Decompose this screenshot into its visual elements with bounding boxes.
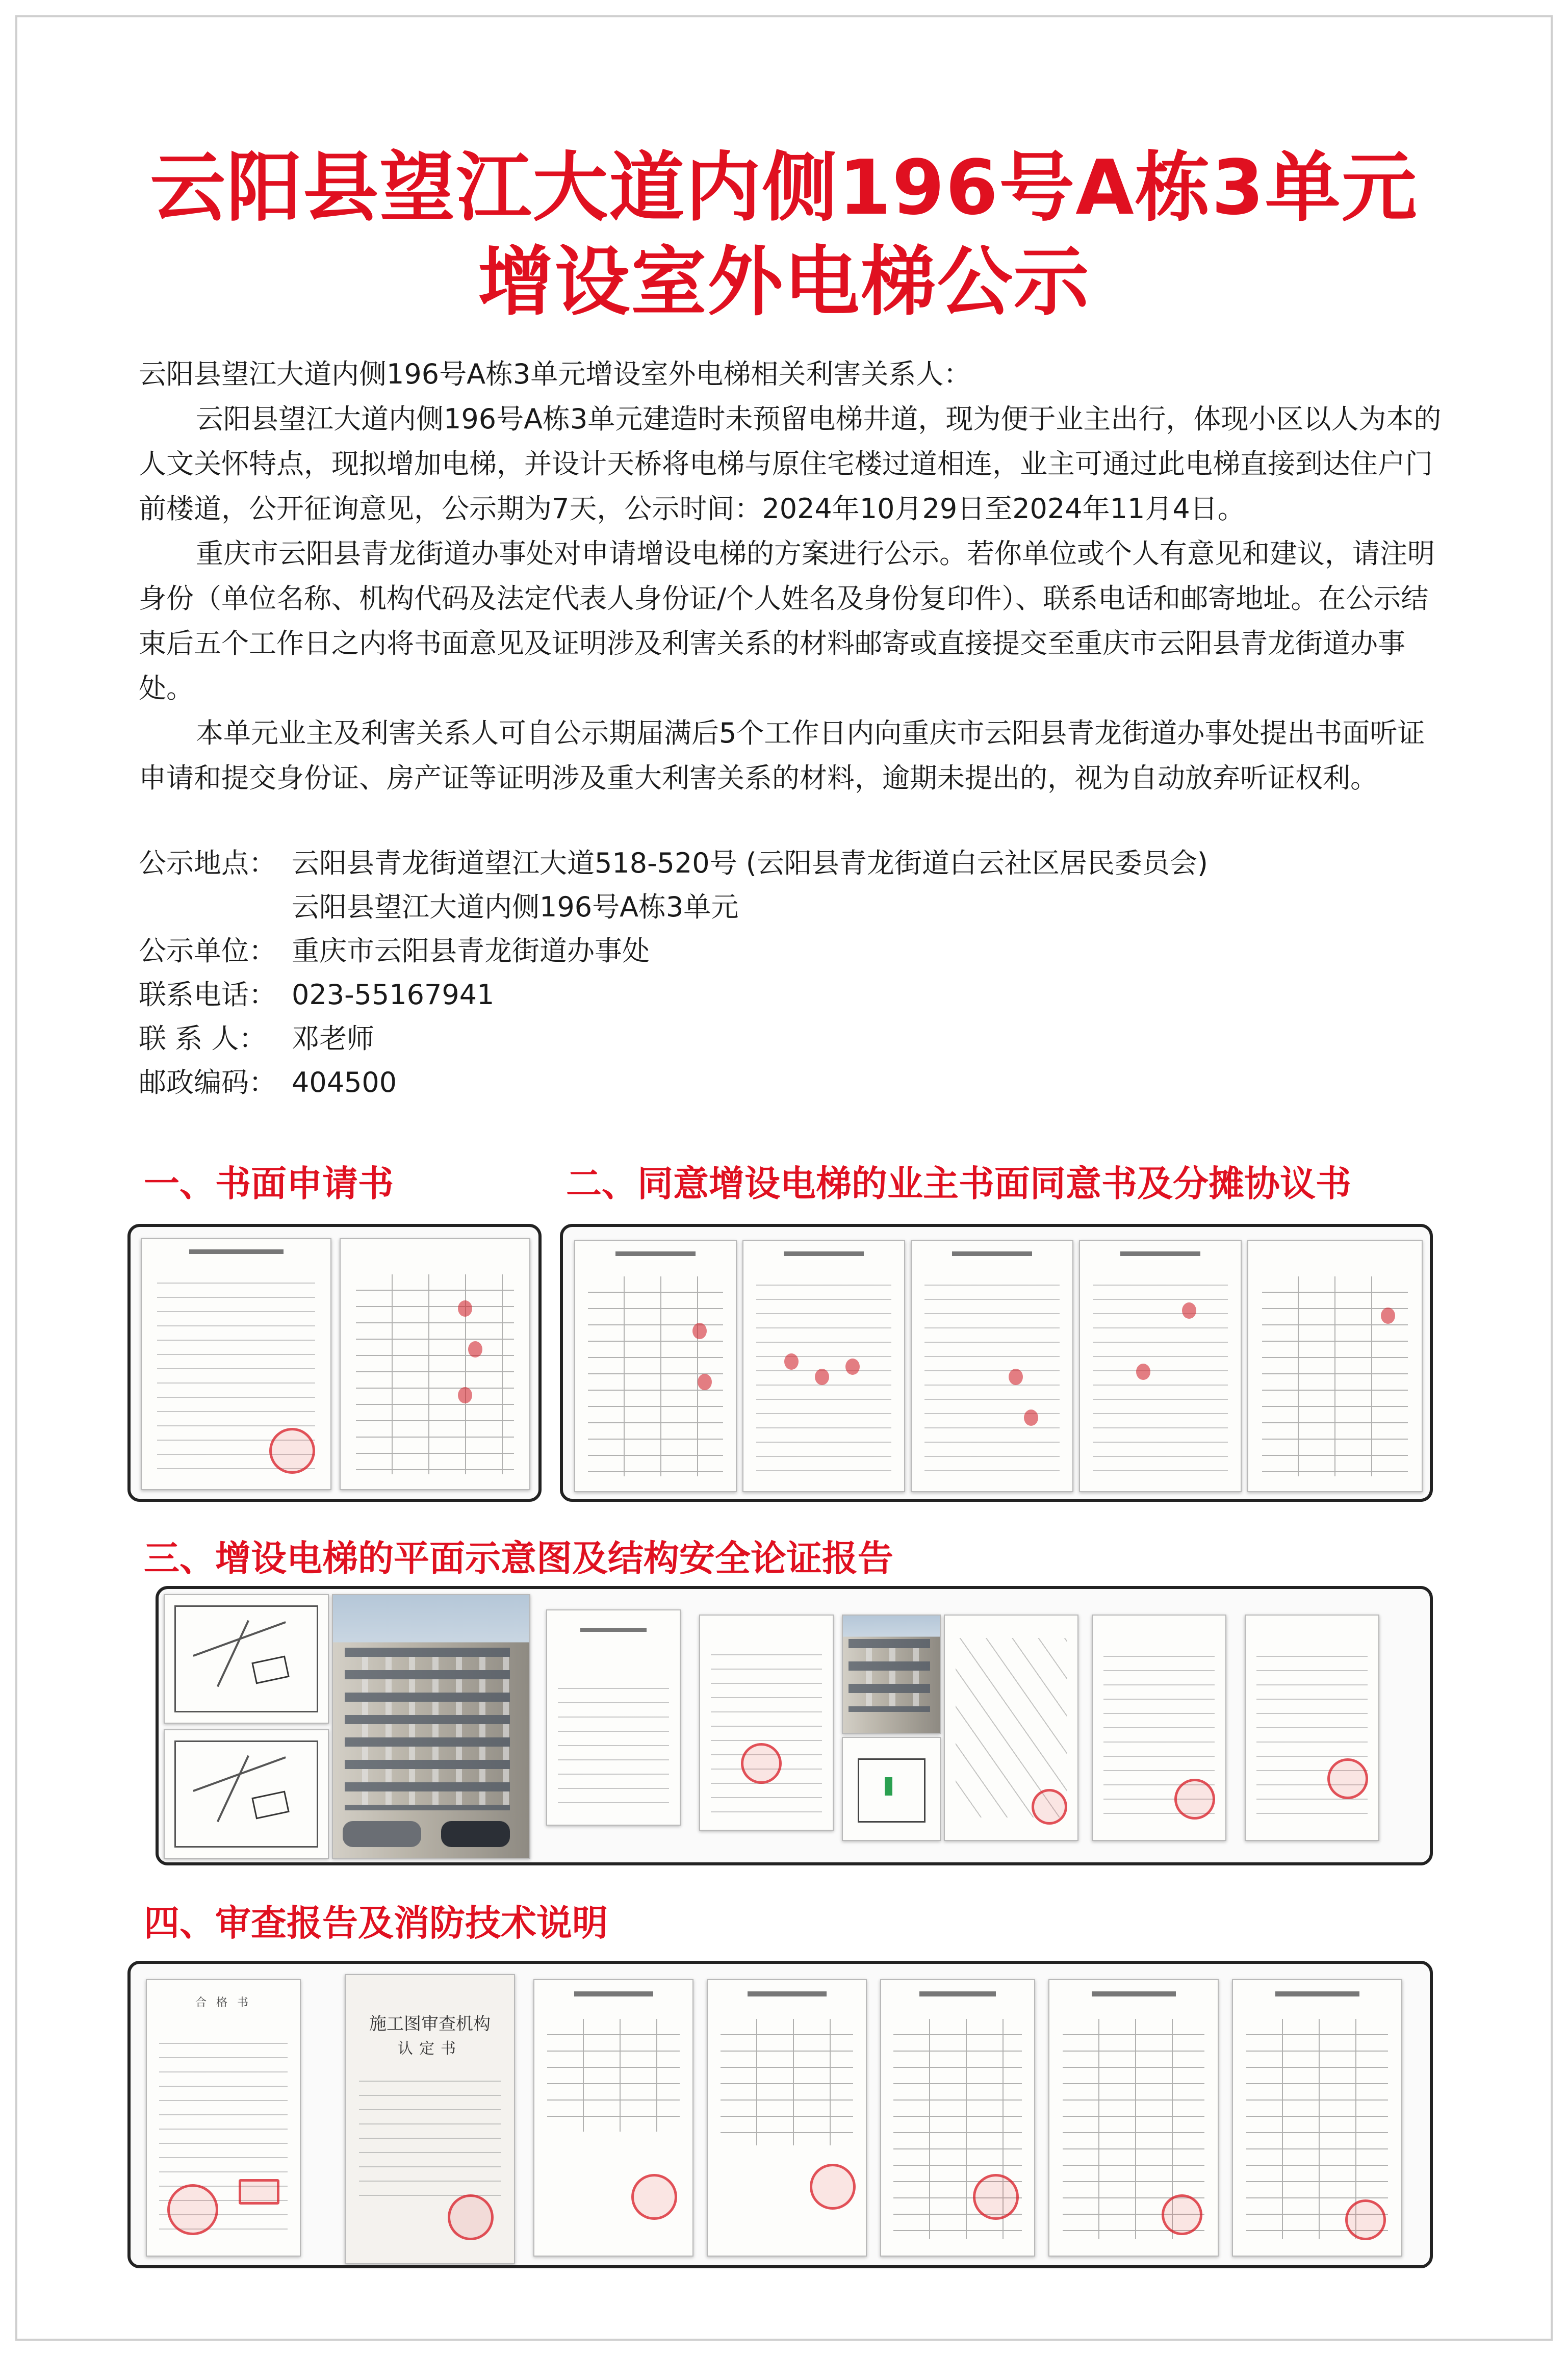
postcode-label: 邮政编码：: [139, 1066, 276, 1098]
phone-label: 联系电话：: [139, 979, 276, 1011]
section-4-heading: 四、审查报告及消防技术说明: [144, 1902, 608, 1944]
paragraph-3: 本单元业主及利害关系人可自公示期届满后5个工作日内向重庆市云阳县青龙街道办事处提出书面听证申请和提交身份证、房产证等证明涉及重大利害关系的材料，逾期未提出的，视为自动放弃听证权利。: [139, 717, 1425, 794]
contact-value: 邓老师: [292, 1022, 374, 1055]
section-1-panel: [127, 1224, 542, 1502]
phone-value: 023-55167941: [292, 979, 495, 1011]
review-report-page-2: [707, 1979, 867, 2257]
location-value-2: 云阳县望江大道内侧196号A栋3单元: [292, 891, 739, 923]
contact-info: [139, 841, 1444, 1105]
structure-detail-drawing: [842, 1737, 941, 1841]
salutation: 云阳县望江大道内侧196号A栋3单元增设室外电梯相关利害关系人：: [139, 358, 971, 390]
site-plan-image-2: [164, 1729, 329, 1859]
cert-sub: 认定书: [398, 2039, 462, 2058]
authorization-form-image: [1079, 1240, 1242, 1492]
section-3-heading: 三、增设电梯的平面示意图及结构安全论证报告: [144, 1538, 893, 1579]
contact-label: 联 系 人：: [139, 1022, 267, 1055]
title-line-2: 增设室外电梯公示: [478, 238, 1090, 326]
qualification-certificate: [146, 1979, 301, 2257]
paragraph-1: 云阳县望江大道内侧196号A栋3单元建造时未预留电梯井道，现为便于业主出行，体现小区以人为本的人文关怀特点，现拟增加电梯，并设计天桥将电梯与原住宅楼过道相连，业主可通过此电梯直接到达住户门前楼道，公开征询意见，公示期为7天，公示时间：2024年10月29日至2024年11月4日。: [139, 403, 1442, 525]
application-form-image: [141, 1238, 331, 1490]
section-4-panel: [127, 1961, 1433, 2268]
review-report-page-1: [533, 1979, 693, 2257]
paragraph-2: 重庆市云阳县青龙街道办事处对申请增设电梯的方案进行公示。若你单位或个人有意见和建议，请注明身份（单位名称、机构代码及法定代表人身份证/个人姓名及身份复印件）、联系电话和邮寄地址。在公示结束后五个工作日之内将书面意见及证明涉及利害关系的材料邮寄或直接提交至重庆市云阳县青龙街道办事处。: [139, 537, 1435, 704]
elevator-floor-plan: [944, 1615, 1078, 1841]
location-label: 公示地点：: [139, 847, 276, 879]
signature-list-image: [340, 1238, 530, 1490]
site-photo-small: [842, 1615, 941, 1734]
consent-form-image-2: [742, 1240, 905, 1492]
fire-protection-spec-2: [1232, 1979, 1402, 2257]
section-1-heading: 一、书面申请书: [144, 1163, 394, 1205]
fire-protection-spec-1: [1048, 1979, 1219, 2257]
section-2-heading: 二、同意增设电梯的业主书面同意书及分摊协议书: [566, 1163, 1351, 1205]
review-agency-certificate: [345, 1974, 515, 2264]
location-value-1: 云阳县青龙街道望江大道518-520号 (云阳县青龙街道白云社区居民委员会): [292, 847, 1208, 879]
building-photo: [332, 1594, 530, 1859]
safety-report-cover: [546, 1609, 681, 1826]
report-text-page-1: [1092, 1615, 1226, 1841]
section-3-panel: [156, 1586, 1433, 1865]
unit-value: 重庆市云阳县青龙街道办事处: [292, 935, 650, 967]
review-report-page-3: [880, 1979, 1035, 2257]
safety-report-page: [699, 1615, 834, 1831]
site-plan-image-1: [164, 1594, 329, 1724]
unit-label: 公示单位：: [139, 935, 276, 967]
qualified-title: 合 格 书: [195, 1996, 251, 2009]
consent-form-image-1: [574, 1240, 737, 1492]
consent-form-image-3: [911, 1240, 1073, 1492]
section-2-panel: [560, 1224, 1433, 1502]
notice-body: [139, 352, 1444, 801]
agreement-table-image: [1247, 1240, 1423, 1492]
title-line-1: 云阳县望江大道内侧196号A栋3单元: [150, 144, 1418, 232]
postcode-value: 404500: [292, 1066, 397, 1098]
report-text-page-2: [1245, 1615, 1379, 1841]
cert-title: 施工图审查机构: [369, 2013, 491, 2034]
